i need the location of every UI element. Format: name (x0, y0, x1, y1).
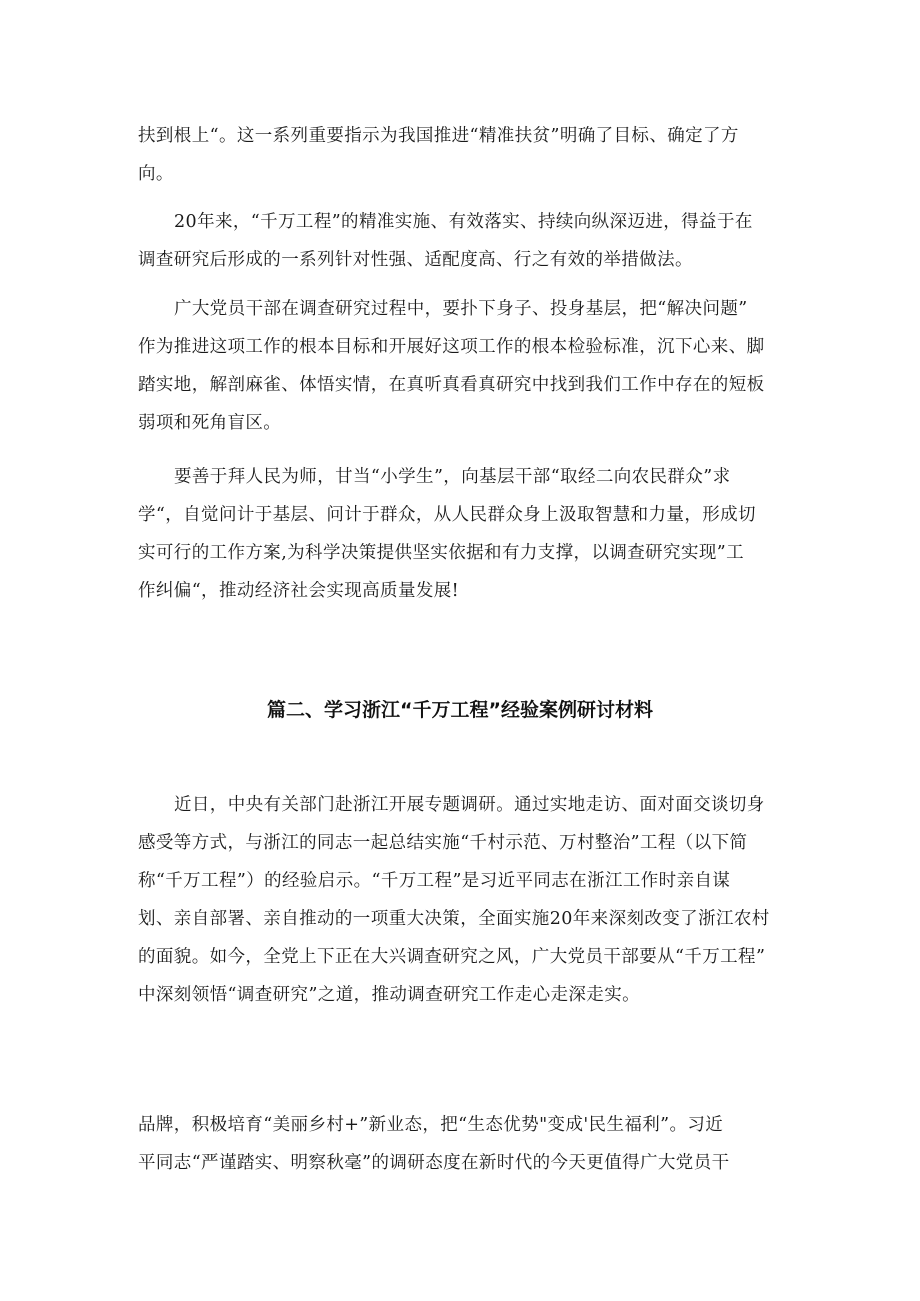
paragraph-line: 品牌，积极培育“美丽乡村+”新业态，把“生态优势"变成'民生福利”。习近 (138, 1115, 724, 1135)
paragraph-line: 学“，自觉问计于基层、问计于群众，从人民群众身上汲取智慧和力量，形成切 (138, 505, 756, 525)
paragraph-line: 调查研究后形成的一系列针对性强、适配度高、行之有效的举措做法。 (138, 250, 693, 270)
paragraph-line: 的面貌。如今，全党上下正在大兴调查研究之风，广大党员干部要从“千万工程” (138, 947, 766, 967)
paragraph-line: 20年来，“千万工程”的精准实施、有效落实、持续向纵深迈进，得益于在 (174, 212, 753, 232)
paragraph-3 (138, 290, 786, 442)
paragraph-line: 作纠偏“，推动经济社会实现高质量发展! (138, 581, 460, 601)
paragraph-2 (138, 203, 786, 279)
section3-paragraph (138, 1106, 786, 1182)
section-heading: 篇二、学习浙江“千万工程”经验案例研讨材料 (267, 699, 653, 721)
section2-paragraph (138, 786, 786, 1014)
paragraph-line: 踏实地，解剖麻雀、体悟实情，在真听真看真研究中找到我们工作中存在的短板 (138, 375, 765, 395)
paragraph-line: 要善于拜人民为师，甘当“小学生”，向基层干部“取经二向农民群众”求 (174, 467, 731, 487)
paragraph-line: 称“千万工程”）的经验启示。“千万工程”是习近平同志在浙江工作时亲自谋 (138, 871, 731, 891)
paragraph-line: 近日，中央有关部门赴浙江开展专题调研。通过实地走访、面对面交谈切身 (174, 795, 765, 815)
paragraph-line: 实可行的工作方案,为科学决策提供坚实依据和有力支撑，以调查研究实现”工 (138, 543, 745, 563)
paragraph-line: 广大党员干部在调查研究过程中，要扑下身子、投身基层，把“解决问题” (174, 299, 748, 319)
paragraph-line: 感受等方式，与浙江的同志一起总结实施“千村示范、万村整治”工程（以下简 (138, 833, 748, 853)
paragraph-4 (138, 458, 786, 610)
paragraph-1 (138, 117, 786, 193)
paragraph-line: 平同志“严谨踏实、明察秋毫”的调研态度在新时代的今天更值得广大党员干 (138, 1153, 730, 1173)
paragraph-line: 弱项和死角盲区。 (138, 413, 282, 433)
paragraph-line: 作为推进这项工作的根本目标和开展好这项工作的根本检验标准，沉下心来、脚 (138, 337, 765, 357)
paragraph-line: 划、亲自部署、亲自推动的一项重大决策，全面实施20年来深刻改变了浙江农村 (138, 909, 770, 929)
paragraph-line: 扶到根上“。这一系列重要指示为我国推进“精准扶贫”明确了目标、确定了方 (138, 126, 739, 146)
paragraph-line: 中深刻领悟“调查研究”之道，推动调查研究工作走心走深走实。 (138, 985, 640, 1005)
paragraph-line: 向。 (138, 164, 174, 184)
